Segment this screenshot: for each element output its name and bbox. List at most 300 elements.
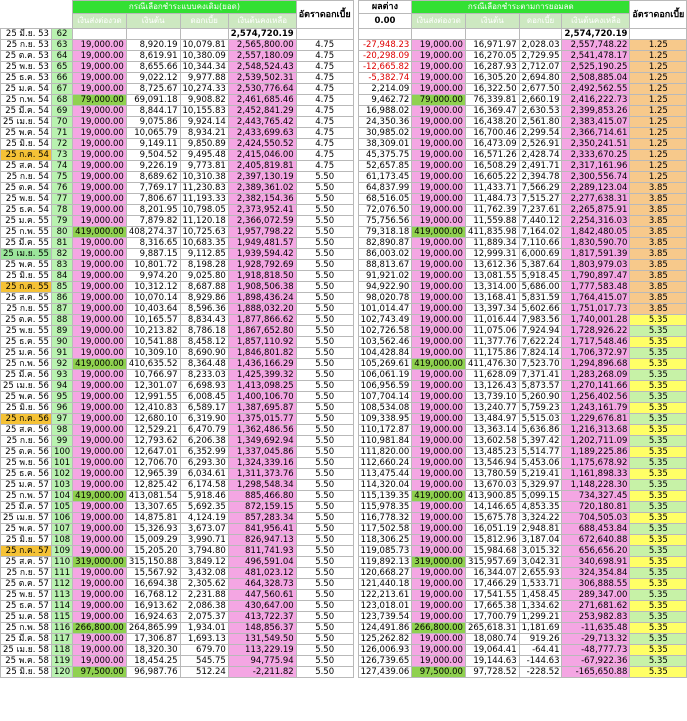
- difference-cell[interactable]: 115,139.35: [358, 491, 412, 502]
- rate-left-cell[interactable]: 4.75: [296, 117, 353, 128]
- principal-right-cell[interactable]: 11,628.09: [465, 370, 519, 381]
- date-cell[interactable]: 25 ต.ค. 54: [1, 183, 52, 194]
- rate-right-cell[interactable]: 1.25: [630, 117, 687, 128]
- installment-left-cell[interactable]: 19,000.00: [73, 447, 127, 458]
- balance-right-cell[interactable]: 656,656.20: [562, 546, 630, 557]
- date-cell[interactable]: 25 ส.ค. 54: [1, 161, 52, 172]
- rate-right-cell[interactable]: 3.85: [630, 282, 687, 293]
- rate-right-cell[interactable]: 5.35: [630, 579, 687, 590]
- date-cell[interactable]: 25 พ.ย. 53: [1, 62, 52, 73]
- principal-right-cell[interactable]: 11,559.88: [465, 216, 519, 227]
- date-cell[interactable]: 25 ต.ค. 56: [1, 447, 52, 458]
- installment-right-cell[interactable]: 19,000.00: [412, 150, 466, 161]
- balance-left-cell[interactable]: 2,443,765.42: [228, 117, 296, 128]
- installment-left-cell[interactable]: 19,000.00: [73, 535, 127, 546]
- principal-right-cell[interactable]: 16,369.47: [465, 106, 519, 117]
- installment-right-cell[interactable]: 97,500.00: [412, 667, 466, 678]
- balance-left-cell[interactable]: 430,647.00: [228, 601, 296, 612]
- interest-left-cell[interactable]: 10,380.09: [180, 51, 228, 62]
- date-cell[interactable]: 25 ธ.ค. 53: [1, 73, 52, 84]
- interest-right-cell[interactable]: 2,491.71: [519, 161, 562, 172]
- rate-right-cell[interactable]: 5.35: [630, 370, 687, 381]
- balance-right-cell[interactable]: 1,161,898.33: [562, 469, 630, 480]
- balance-left-cell[interactable]: 94,775.94: [228, 656, 296, 667]
- interest-right-cell[interactable]: 2,394.78: [519, 172, 562, 183]
- principal-left-cell[interactable]: 8,725.67: [126, 84, 180, 95]
- interest-right-cell[interactable]: 5,453.06: [519, 458, 562, 469]
- principal-right-cell[interactable]: 19,064.41: [465, 645, 519, 656]
- interest-left-cell[interactable]: 8,364.48: [180, 359, 228, 370]
- rate-right-cell[interactable]: 5.35: [630, 557, 687, 568]
- rate-left-cell[interactable]: 4.75: [296, 51, 353, 62]
- installment-left-cell[interactable]: [73, 29, 127, 40]
- rate-right-cell[interactable]: 5.35: [630, 359, 687, 370]
- date-cell[interactable]: 25 มี.ค. 58: [1, 634, 52, 645]
- installment-left-cell[interactable]: 19,000.00: [73, 150, 127, 161]
- installment-left-cell[interactable]: 19,000.00: [73, 84, 127, 95]
- interest-left-cell[interactable]: 10,344.34: [180, 62, 228, 73]
- interest-left-cell[interactable]: 9,850.89: [180, 139, 228, 150]
- balance-right-cell[interactable]: 1,803,979.03: [562, 260, 630, 271]
- difference-cell[interactable]: 127,439.06: [358, 667, 412, 678]
- balance-right-cell[interactable]: -11,635.48: [562, 623, 630, 634]
- interest-left-cell[interactable]: 3,673.07: [180, 524, 228, 535]
- installment-left-cell[interactable]: 19,000.00: [73, 249, 127, 260]
- installment-no-cell[interactable]: 92: [51, 359, 72, 370]
- rate-right-cell[interactable]: 1.25: [630, 128, 687, 139]
- balance-right-cell[interactable]: 1,777,583.48: [562, 282, 630, 293]
- date-cell[interactable]: 25 ก.ค. 56: [1, 414, 52, 425]
- principal-left-cell[interactable]: 10,070.14: [126, 293, 180, 304]
- date-cell[interactable]: 25 ก.พ. 58: [1, 623, 52, 634]
- interest-right-cell[interactable]: 3,187.04: [519, 535, 562, 546]
- rate-left-cell[interactable]: [296, 29, 353, 40]
- principal-right-cell[interactable]: 11,175.86: [465, 348, 519, 359]
- interest-left-cell[interactable]: 8,934.21: [180, 128, 228, 139]
- rate-right-cell[interactable]: 5.35: [630, 425, 687, 436]
- rate-right-cell[interactable]: 1.25: [630, 84, 687, 95]
- balance-left-cell[interactable]: 2,433,699.63: [228, 128, 296, 139]
- date-cell[interactable]: 25 มี.ค. 54: [1, 106, 52, 117]
- interest-left-cell[interactable]: 1,934.01: [180, 623, 228, 634]
- interest-right-cell[interactable]: 5,602.66: [519, 304, 562, 315]
- installment-no-cell[interactable]: 108: [51, 535, 72, 546]
- principal-left-cell[interactable]: 12,410.83: [126, 403, 180, 414]
- installment-right-cell[interactable]: 19,000.00: [412, 260, 466, 271]
- interest-right-cell[interactable]: 2,526.91: [519, 139, 562, 150]
- rate-left-cell[interactable]: 5.50: [296, 458, 353, 469]
- installment-right-cell[interactable]: 19,000.00: [412, 40, 466, 51]
- rate-right-cell[interactable]: 5.35: [630, 491, 687, 502]
- installment-right-cell[interactable]: 19,000.00: [412, 381, 466, 392]
- installment-no-cell[interactable]: 87: [51, 304, 72, 315]
- rate-left-cell[interactable]: 5.50: [296, 183, 353, 194]
- principal-right-cell[interactable]: 17,466.29: [465, 579, 519, 590]
- interest-left-cell[interactable]: 10,155.83: [180, 106, 228, 117]
- rate-left-cell[interactable]: 5.50: [296, 326, 353, 337]
- difference-cell[interactable]: 38,309.01: [358, 139, 412, 150]
- balance-left-cell[interactable]: 1,375,015.77: [228, 414, 296, 425]
- balance-left-cell[interactable]: 826,947.13: [228, 535, 296, 546]
- difference-cell[interactable]: 120,668.27: [358, 568, 412, 579]
- balance-left-cell[interactable]: 1,898,436.24: [228, 293, 296, 304]
- interest-right-cell[interactable]: 1,299.21: [519, 612, 562, 623]
- principal-left-cell[interactable]: 12,965.39: [126, 469, 180, 480]
- rate-left-cell[interactable]: 5.50: [296, 546, 353, 557]
- date-cell[interactable]: 25 ก.ค. 57: [1, 546, 52, 557]
- installment-right-cell[interactable]: 19,000.00: [412, 447, 466, 458]
- balance-left-cell[interactable]: 148,856.37: [228, 623, 296, 634]
- installment-left-cell[interactable]: 19,000.00: [73, 293, 127, 304]
- installment-left-cell[interactable]: 19,000.00: [73, 337, 127, 348]
- installment-right-cell[interactable]: 19,000.00: [412, 117, 466, 128]
- principal-left-cell[interactable]: 10,312.12: [126, 282, 180, 293]
- installment-no-cell[interactable]: 74: [51, 161, 72, 172]
- interest-left-cell[interactable]: 545.75: [180, 656, 228, 667]
- installment-left-cell[interactable]: 19,000.00: [73, 645, 127, 656]
- interest-left-cell[interactable]: 8,834.43: [180, 315, 228, 326]
- installment-right-cell[interactable]: 19,000.00: [412, 161, 466, 172]
- principal-right-cell[interactable]: 13,739.10: [465, 392, 519, 403]
- interest-left-cell[interactable]: 8,786.18: [180, 326, 228, 337]
- date-cell[interactable]: 25 ต.ค. 53: [1, 51, 52, 62]
- principal-right-cell[interactable]: 11,762.39: [465, 205, 519, 216]
- principal-right-cell[interactable]: 13,397.34: [465, 304, 519, 315]
- interest-left-cell[interactable]: 4,124.19: [180, 513, 228, 524]
- balance-right-cell[interactable]: -48,777.73: [562, 645, 630, 656]
- difference-cell[interactable]: -12,665.82: [358, 62, 412, 73]
- rate-left-cell[interactable]: 5.50: [296, 469, 353, 480]
- rate-right-cell[interactable]: 5.35: [630, 612, 687, 623]
- difference-cell[interactable]: 24,350.36: [358, 117, 412, 128]
- rate-right-cell[interactable]: 5.35: [630, 634, 687, 645]
- interest-left-cell[interactable]: 11,193.33: [180, 194, 228, 205]
- balance-left-cell[interactable]: 1,949,481.57: [228, 238, 296, 249]
- date-cell[interactable]: 25 ม.ค. 56: [1, 348, 52, 359]
- installment-left-cell[interactable]: 19,000.00: [73, 260, 127, 271]
- installment-right-cell[interactable]: 319,000.00: [412, 557, 466, 568]
- interest-right-cell[interactable]: 2,712.07: [519, 62, 562, 73]
- principal-left-cell[interactable]: 12,991.55: [126, 392, 180, 403]
- rate-left-cell[interactable]: 4.75: [296, 128, 353, 139]
- principal-right-cell[interactable]: 19,144.63: [465, 656, 519, 667]
- balance-right-cell[interactable]: 1,216,313.68: [562, 425, 630, 436]
- rate-left-cell[interactable]: 5.50: [296, 227, 353, 238]
- principal-right-cell[interactable]: 11,433.71: [465, 183, 519, 194]
- installment-left-cell[interactable]: 19,000.00: [73, 601, 127, 612]
- balance-left-cell[interactable]: 2,461,685.46: [228, 95, 296, 106]
- interest-right-cell[interactable]: 3,042.31: [519, 557, 562, 568]
- interest-left-cell[interactable]: 6,319.90: [180, 414, 228, 425]
- interest-left-cell[interactable]: 3,990.71: [180, 535, 228, 546]
- principal-left-cell[interactable]: 8,619.91: [126, 51, 180, 62]
- principal-right-cell[interactable]: 13,670.03: [465, 480, 519, 491]
- rate-left-cell[interactable]: 4.75: [296, 62, 353, 73]
- balance-left-cell[interactable]: 857,283.34: [228, 513, 296, 524]
- balance-right-cell[interactable]: 2,289,123.04: [562, 183, 630, 194]
- interest-right-cell[interactable]: 3,015.32: [519, 546, 562, 557]
- rate-right-cell[interactable]: 3.85: [630, 249, 687, 260]
- principal-left-cell[interactable]: 96,987.76: [126, 667, 180, 678]
- rate-left-cell[interactable]: 4.75: [296, 150, 353, 161]
- date-cell[interactable]: 25 ส.ค. 55: [1, 293, 52, 304]
- principal-right-cell[interactable]: 11,075.06: [465, 326, 519, 337]
- principal-left-cell[interactable]: 12,706.70: [126, 458, 180, 469]
- rate-right-cell[interactable]: 1.25: [630, 161, 687, 172]
- installment-no-cell[interactable]: 88: [51, 315, 72, 326]
- interest-left-cell[interactable]: 1,693.13: [180, 634, 228, 645]
- difference-cell[interactable]: 112,660.24: [358, 458, 412, 469]
- installment-left-cell[interactable]: 19,000.00: [73, 568, 127, 579]
- balance-left-cell[interactable]: 1,957,798.22: [228, 227, 296, 238]
- balance-right-cell[interactable]: 2,508,885.04: [562, 73, 630, 84]
- installment-right-cell[interactable]: 19,000.00: [412, 337, 466, 348]
- date-cell[interactable]: 25 เม.ย. 58: [1, 645, 52, 656]
- balance-left-cell[interactable]: 1,413,098.25: [228, 381, 296, 392]
- installment-right-cell[interactable]: 79,000.00: [412, 95, 466, 106]
- installment-no-cell[interactable]: 90: [51, 337, 72, 348]
- rate-right-cell[interactable]: 3.85: [630, 216, 687, 227]
- rate-right-cell[interactable]: 5.35: [630, 645, 687, 656]
- principal-right-cell[interactable]: 16,344.07: [465, 568, 519, 579]
- principal-right-cell[interactable]: 14,146.65: [465, 502, 519, 513]
- interest-right-cell[interactable]: 2,729.95: [519, 51, 562, 62]
- difference-cell[interactable]: -27,948.23: [358, 40, 412, 51]
- principal-left-cell[interactable]: 7,769.17: [126, 183, 180, 194]
- interest-left-cell[interactable]: 2,231.88: [180, 590, 228, 601]
- rate-right-cell[interactable]: 5.35: [630, 546, 687, 557]
- balance-right-cell[interactable]: 2,492,562.55: [562, 84, 630, 95]
- principal-right-cell[interactable]: 97,728.52: [465, 667, 519, 678]
- difference-cell[interactable]: 109,338.95: [358, 414, 412, 425]
- interest-right-cell[interactable]: 5,918.45: [519, 271, 562, 282]
- difference-cell[interactable]: 102,726.58: [358, 326, 412, 337]
- rate-left-cell[interactable]: 5.50: [296, 579, 353, 590]
- balance-left-cell[interactable]: 447,560.61: [228, 590, 296, 601]
- principal-right-cell[interactable]: 16,438.20: [465, 117, 519, 128]
- difference-cell[interactable]: 2,214.09: [358, 84, 412, 95]
- date-cell[interactable]: 25 มิ.ย. 58: [1, 667, 52, 678]
- installment-right-cell[interactable]: 19,000.00: [412, 304, 466, 315]
- interest-left-cell[interactable]: 6,352.99: [180, 447, 228, 458]
- principal-left-cell[interactable]: 13,307.65: [126, 502, 180, 513]
- installment-no-cell[interactable]: 113: [51, 590, 72, 601]
- installment-no-cell[interactable]: 70: [51, 117, 72, 128]
- difference-cell[interactable]: 105,269.61: [358, 359, 412, 370]
- principal-left-cell[interactable]: 10,065.79: [126, 128, 180, 139]
- difference-cell[interactable]: 91,921.02: [358, 271, 412, 282]
- installment-left-cell[interactable]: 19,000.00: [73, 403, 127, 414]
- difference-cell[interactable]: 108,534.08: [358, 403, 412, 414]
- interest-right-cell[interactable]: 1,181.69: [519, 623, 562, 634]
- installment-no-cell[interactable]: 98: [51, 425, 72, 436]
- balance-left-cell[interactable]: 1,337,045.86: [228, 447, 296, 458]
- balance-left-cell[interactable]: 1,888,032.20: [228, 304, 296, 315]
- installment-left-cell[interactable]: 19,000.00: [73, 425, 127, 436]
- difference-cell[interactable]: 94,922.90: [358, 282, 412, 293]
- balance-right-cell[interactable]: 253,982.83: [562, 612, 630, 623]
- installment-right-cell[interactable]: 419,000.00: [412, 491, 466, 502]
- interest-right-cell[interactable]: 6,000.69: [519, 249, 562, 260]
- balance-left-cell[interactable]: 2,574,720.19: [228, 29, 296, 40]
- date-cell[interactable]: 25 ส.ค. 56: [1, 425, 52, 436]
- principal-left-cell[interactable]: 16,924.63: [126, 612, 180, 623]
- rate-left-cell[interactable]: 5.50: [296, 590, 353, 601]
- interest-right-cell[interactable]: 919.26: [519, 634, 562, 645]
- installment-right-cell[interactable]: 19,000.00: [412, 590, 466, 601]
- installment-left-cell[interactable]: 19,000.00: [73, 161, 127, 172]
- interest-right-cell[interactable]: 5,686.00: [519, 282, 562, 293]
- interest-right-cell[interactable]: 5,260.90: [519, 392, 562, 403]
- principal-left-cell[interactable]: 69,091.18: [126, 95, 180, 106]
- principal-right-cell[interactable]: 411,476.30: [465, 359, 519, 370]
- installment-left-cell[interactable]: 19,000.00: [73, 524, 127, 535]
- balance-right-cell[interactable]: 289,347.00: [562, 590, 630, 601]
- balance-left-cell[interactable]: 113,229.19: [228, 645, 296, 656]
- principal-left-cell[interactable]: 8,689.62: [126, 172, 180, 183]
- interest-left-cell[interactable]: 9,495.48: [180, 150, 228, 161]
- rate-left-cell[interactable]: 5.50: [296, 194, 353, 205]
- interest-right-cell[interactable]: 7,824.14: [519, 348, 562, 359]
- balance-left-cell[interactable]: 1,298,548.34: [228, 480, 296, 491]
- principal-left-cell[interactable]: 9,149.11: [126, 139, 180, 150]
- installment-left-cell[interactable]: 19,000.00: [73, 73, 127, 84]
- installment-right-cell[interactable]: 19,000.00: [412, 425, 466, 436]
- rate-left-cell[interactable]: 5.50: [296, 656, 353, 667]
- principal-right-cell[interactable]: 11,377.76: [465, 337, 519, 348]
- principal-right-cell[interactable]: 18,080.74: [465, 634, 519, 645]
- balance-left-cell[interactable]: 464,328.73: [228, 579, 296, 590]
- balance-right-cell[interactable]: 2,317,161.96: [562, 161, 630, 172]
- principal-right-cell[interactable]: 16,322.50: [465, 84, 519, 95]
- interest-right-cell[interactable]: 5,759.23: [519, 403, 562, 414]
- rate-right-cell[interactable]: 5.35: [630, 513, 687, 524]
- balance-left-cell[interactable]: 413,722.37: [228, 612, 296, 623]
- installment-right-cell[interactable]: 19,000.00: [412, 216, 466, 227]
- date-cell[interactable]: 25 พ.ย. 54: [1, 194, 52, 205]
- rate-right-cell[interactable]: 1.25: [630, 51, 687, 62]
- interest-left-cell[interactable]: 10,079.81: [180, 40, 228, 51]
- interest-left-cell[interactable]: 3,794.80: [180, 546, 228, 557]
- installment-no-cell[interactable]: 77: [51, 194, 72, 205]
- balance-right-cell[interactable]: 2,525,190.25: [562, 62, 630, 73]
- date-cell[interactable]: 25 มี.ค. 55: [1, 238, 52, 249]
- balance-right-cell[interactable]: 340,698.91: [562, 557, 630, 568]
- difference-cell[interactable]: [358, 29, 412, 40]
- installment-no-cell[interactable]: 76: [51, 183, 72, 194]
- balance-left-cell[interactable]: 1,362,486.56: [228, 425, 296, 436]
- balance-right-cell[interactable]: 1,283,268.09: [562, 370, 630, 381]
- interest-left-cell[interactable]: 8,198.28: [180, 260, 228, 271]
- installment-no-cell[interactable]: 82: [51, 249, 72, 260]
- interest-right-cell[interactable]: 7,110.66: [519, 238, 562, 249]
- balance-right-cell[interactable]: 1,706,372.97: [562, 348, 630, 359]
- principal-right-cell[interactable]: 17,700.79: [465, 612, 519, 623]
- principal-left-cell[interactable]: 9,974.20: [126, 271, 180, 282]
- balance-left-cell[interactable]: 1,877,866.62: [228, 315, 296, 326]
- balance-right-cell[interactable]: 2,557,748.22: [562, 40, 630, 51]
- principal-left-cell[interactable]: 8,316.65: [126, 238, 180, 249]
- date-cell[interactable]: 25 ธ.ค. 56: [1, 469, 52, 480]
- rate-left-cell[interactable]: 4.75: [296, 84, 353, 95]
- installment-left-cell[interactable]: 19,000.00: [73, 502, 127, 513]
- principal-left-cell[interactable]: 8,844.17: [126, 106, 180, 117]
- difference-cell[interactable]: 104,428.84: [358, 348, 412, 359]
- principal-right-cell[interactable]: 15,675.78: [465, 513, 519, 524]
- rate-right-cell[interactable]: 1.25: [630, 150, 687, 161]
- installment-left-cell[interactable]: 19,000.00: [73, 458, 127, 469]
- interest-right-cell[interactable]: 2,630.53: [519, 106, 562, 117]
- interest-right-cell[interactable]: 5,397.42: [519, 436, 562, 447]
- difference-cell[interactable]: 123,739.54: [358, 612, 412, 623]
- difference-cell[interactable]: 64,837.99: [358, 183, 412, 194]
- rate-right-cell[interactable]: 5.35: [630, 315, 687, 326]
- balance-right-cell[interactable]: 2,574,720.19: [562, 29, 630, 40]
- interest-left-cell[interactable]: 8,233.03: [180, 370, 228, 381]
- difference-cell[interactable]: 110,172.87: [358, 425, 412, 436]
- interest-right-cell[interactable]: 5,387.64: [519, 260, 562, 271]
- principal-left-cell[interactable]: 10,213.82: [126, 326, 180, 337]
- difference-cell[interactable]: 119,892.13: [358, 557, 412, 568]
- balance-left-cell[interactable]: 2,539,502.31: [228, 73, 296, 84]
- rate-right-cell[interactable]: 3.85: [630, 271, 687, 282]
- difference-cell[interactable]: 88,813.67: [358, 260, 412, 271]
- rate-right-cell[interactable]: [630, 29, 687, 40]
- installment-no-cell[interactable]: 118: [51, 645, 72, 656]
- principal-right-cell[interactable]: 315,957.69: [465, 557, 519, 568]
- difference-cell[interactable]: 52,657.85: [358, 161, 412, 172]
- balance-left-cell[interactable]: 481,023.12: [228, 568, 296, 579]
- installment-left-cell[interactable]: 19,000.00: [73, 271, 127, 282]
- installment-left-cell[interactable]: 19,000.00: [73, 238, 127, 249]
- rate-left-cell[interactable]: 5.50: [296, 414, 353, 425]
- installment-right-cell[interactable]: 19,000.00: [412, 469, 466, 480]
- installment-right-cell[interactable]: 19,000.00: [412, 315, 466, 326]
- principal-left-cell[interactable]: 15,567.92: [126, 568, 180, 579]
- balance-left-cell[interactable]: 1,857,110.92: [228, 337, 296, 348]
- interest-right-cell[interactable]: 7,983.56: [519, 315, 562, 326]
- interest-right-cell[interactable]: 4,853.35: [519, 502, 562, 513]
- installment-left-cell[interactable]: 19,000.00: [73, 139, 127, 150]
- rate-left-cell[interactable]: 5.50: [296, 601, 353, 612]
- balance-right-cell[interactable]: 1,189,225.86: [562, 447, 630, 458]
- rate-right-cell[interactable]: 3.85: [630, 194, 687, 205]
- rate-right-cell[interactable]: 5.35: [630, 436, 687, 447]
- interest-right-cell[interactable]: 1,334.62: [519, 601, 562, 612]
- date-cell[interactable]: 25 มิ.ย. 56: [1, 403, 52, 414]
- rate-left-cell[interactable]: 5.50: [296, 568, 353, 579]
- installment-right-cell[interactable]: 19,000.00: [412, 645, 466, 656]
- principal-left-cell[interactable]: 17,306.87: [126, 634, 180, 645]
- principal-left-cell[interactable]: 15,326.93: [126, 524, 180, 535]
- date-cell[interactable]: 25 เม.ย. 56: [1, 381, 52, 392]
- interest-left-cell[interactable]: 10,274.33: [180, 84, 228, 95]
- interest-right-cell[interactable]: 7,515.27: [519, 194, 562, 205]
- interest-right-cell[interactable]: 1,458.45: [519, 590, 562, 601]
- balance-left-cell[interactable]: 2,424,550.52: [228, 139, 296, 150]
- installment-no-cell[interactable]: 107: [51, 524, 72, 535]
- rate-right-cell[interactable]: 5.35: [630, 656, 687, 667]
- balance-left-cell[interactable]: 2,373,952.41: [228, 205, 296, 216]
- interest-right-cell[interactable]: 7,566.29: [519, 183, 562, 194]
- installment-left-cell[interactable]: 419,000.00: [73, 227, 127, 238]
- interest-right-cell[interactable]: 7,237.61: [519, 205, 562, 216]
- installment-left-cell[interactable]: 419,000.00: [73, 491, 127, 502]
- difference-cell[interactable]: 126,006.93: [358, 645, 412, 656]
- principal-right-cell[interactable]: 13,363.14: [465, 425, 519, 436]
- installment-right-cell[interactable]: 19,000.00: [412, 601, 466, 612]
- installment-right-cell[interactable]: 19,000.00: [412, 139, 466, 150]
